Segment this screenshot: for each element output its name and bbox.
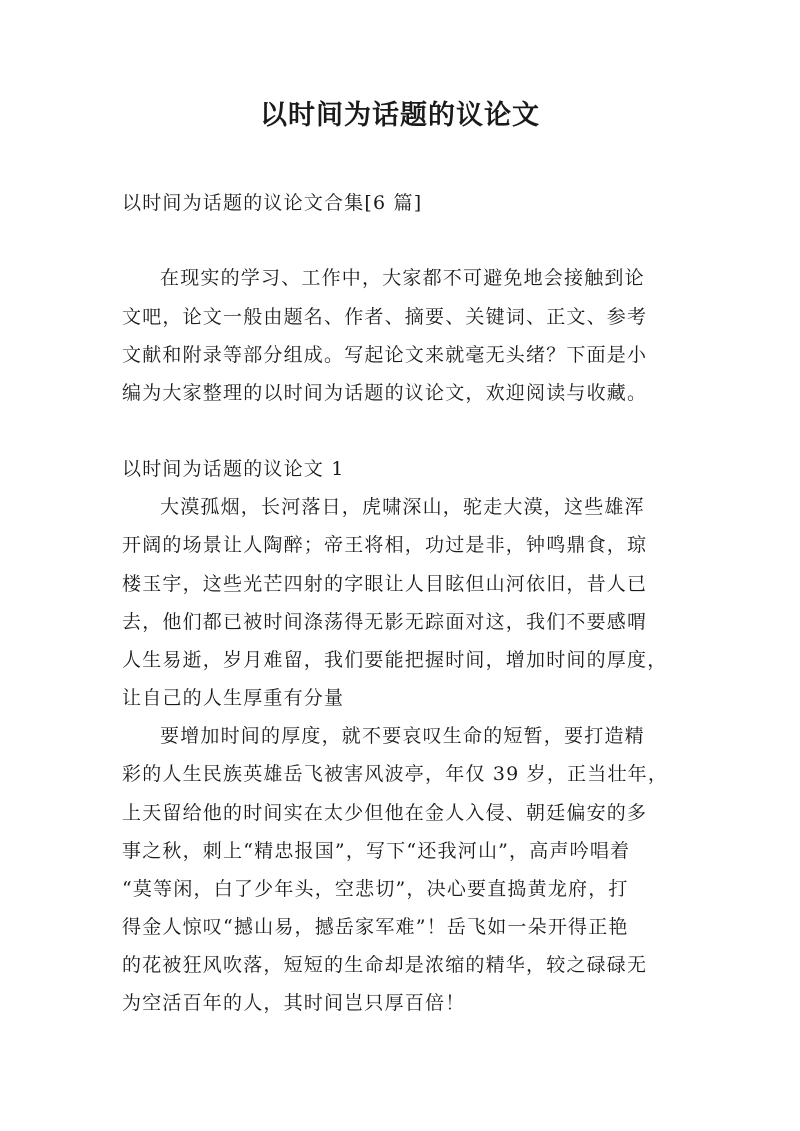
paragraph-line: 大漠孤烟，长河落日，虎啸深山，驼走大漠，这些雄浑 bbox=[160, 496, 645, 518]
paragraph-line: 开阔的场景让人陶醉；帝王将相，功过是非，钟鸣鼎食，琼 bbox=[122, 534, 648, 556]
paragraph-line: “莫等闲，白了少年头，空悲切”，决心要直捣黄龙府，打 bbox=[122, 878, 629, 900]
paragraph-line: 楼玉宇，这些光芒四射的字眼让人目眩但山河依旧，昔人已 bbox=[122, 573, 648, 595]
paragraph-line: 彩的人生民族英雄岳飞被害风波亭，年仅 39 岁，正当壮年， bbox=[122, 763, 669, 785]
intro-line: 编为大家整理的以时间为话题的议论文，欢迎阅读与收藏。 bbox=[122, 382, 648, 404]
paragraph-line: 为空活百年的人，其时间岂只厚百倍！ bbox=[122, 992, 466, 1014]
paragraph-line: 人生易逝，岁月难留，我们要能把握时间，增加时间的厚度， bbox=[122, 649, 668, 671]
paragraph-line: 的花被狂风吹落，短短的生命却是浓缩的精华，较之碌碌无 bbox=[122, 954, 648, 976]
section-heading: 以时间为话题的议论文 1 bbox=[122, 458, 345, 480]
paragraph-line: 上天留给他的时间实在太少但他在金人入侵、朝廷偏安的多 bbox=[122, 802, 648, 824]
paragraph-line: 要增加时间的厚度，就不要哀叹生命的短暂，要打造精 bbox=[160, 725, 645, 747]
paragraph-line: 得金人惊叹“撼山易，撼岳家军难”！岳飞如一朵开得正艳 bbox=[122, 916, 629, 938]
paragraph-line: 事之秋，刺上“精忠报国”，写下“还我河山”，高声吟唱着 bbox=[122, 840, 631, 862]
paragraph-line: 去，他们都已被时间涤荡得无影无踪面对这，我们不要感喟 bbox=[122, 611, 648, 633]
paragraph-line: 让自己的人生厚重有分量 bbox=[122, 687, 345, 709]
intro-line: 在现实的学习、工作中，大家都不可避免地会接触到论 bbox=[160, 267, 645, 289]
document-subtitle: 以时间为话题的议论文合集[6 篇] bbox=[122, 192, 423, 214]
intro-line: 文吧，论文一般由题名、作者、摘要、关键词、正文、参考 bbox=[122, 306, 648, 328]
document-title: 以时间为话题的议论文 bbox=[260, 100, 540, 131]
intro-line: 文献和附录等部分组成。写起论文来就毫无头绪？下面是小 bbox=[122, 344, 648, 366]
